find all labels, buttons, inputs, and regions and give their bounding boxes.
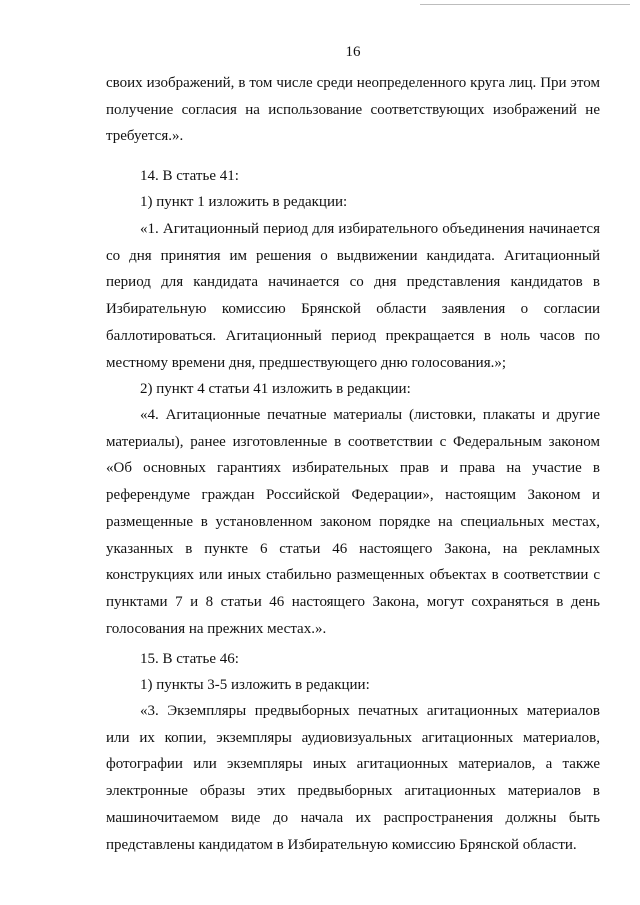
paragraph-point-1-instruction: 1) пункт 1 изложить в редакции:: [140, 194, 348, 210]
paragraph-point-4-text: «4. Агитационные печатные материалы (листовки, плакаты и другие материалы), ранее изготовленные в соответствии с Федеральным законом «Об основных гарантиях избирательных прав и права на участие в референдуме граждан Российской Федерации», настоящим Законом и размещенные в установленном законом порядке на специальных местах, указанных в пункте 6 статьи 46 настоящего Закона, на рекламных конструкциях или иных стабильно размещенных объектах в соответствии с пунктами 7 и 8 статьи 46 настоящего Закона, могут сохраняться в день голосования на прежних местах.».: [106, 407, 600, 637]
paragraph-point-3-text: «3. Экземпляры предвыборных печатных агитационных материалов или их копии, экземпляры аудиовизуальных агитационных материалов, фотографии или экземпляры иных агитационных материалов, а также электронные образы этих предвыборных агитационных материалов в машиночитаемом виде до начала их распространения должны быть представлены кандидатом в Избирательную комиссию Брянской области.: [106, 703, 600, 853]
paragraph-point-1-text: «1. Агитационный период для избирательного объединения начинается со дня принятия им решения о выдвижении кандидата. Агитационный период для кандидата начинается со дня представления кандидатов в Избирательную комиссию Брянской области заявления о согласии баллотироваться. Агитационный период прекращается в ноль часов по местному времени дня, предшествующего дню голосования.»;: [106, 221, 600, 371]
page-number: 16: [345, 44, 361, 60]
paragraph-article-41-heading: 14. В статье 41:: [140, 168, 239, 184]
paragraph-continuation: своих изображений, в том числе среди неопределенного круга лиц. При этом получение согласия на использование соответствующих изображений не требуется.».: [106, 75, 600, 145]
top-edge-line: [420, 4, 630, 5]
paragraph-points-3-5-instruction: 1) пункты 3-5 изложить в редакции:: [140, 677, 370, 693]
paragraph-point-4-instruction: 2) пункт 4 статьи 41 изложить в редакции:: [140, 381, 411, 397]
paragraph-article-46-heading: 15. В статье 46:: [140, 651, 239, 667]
